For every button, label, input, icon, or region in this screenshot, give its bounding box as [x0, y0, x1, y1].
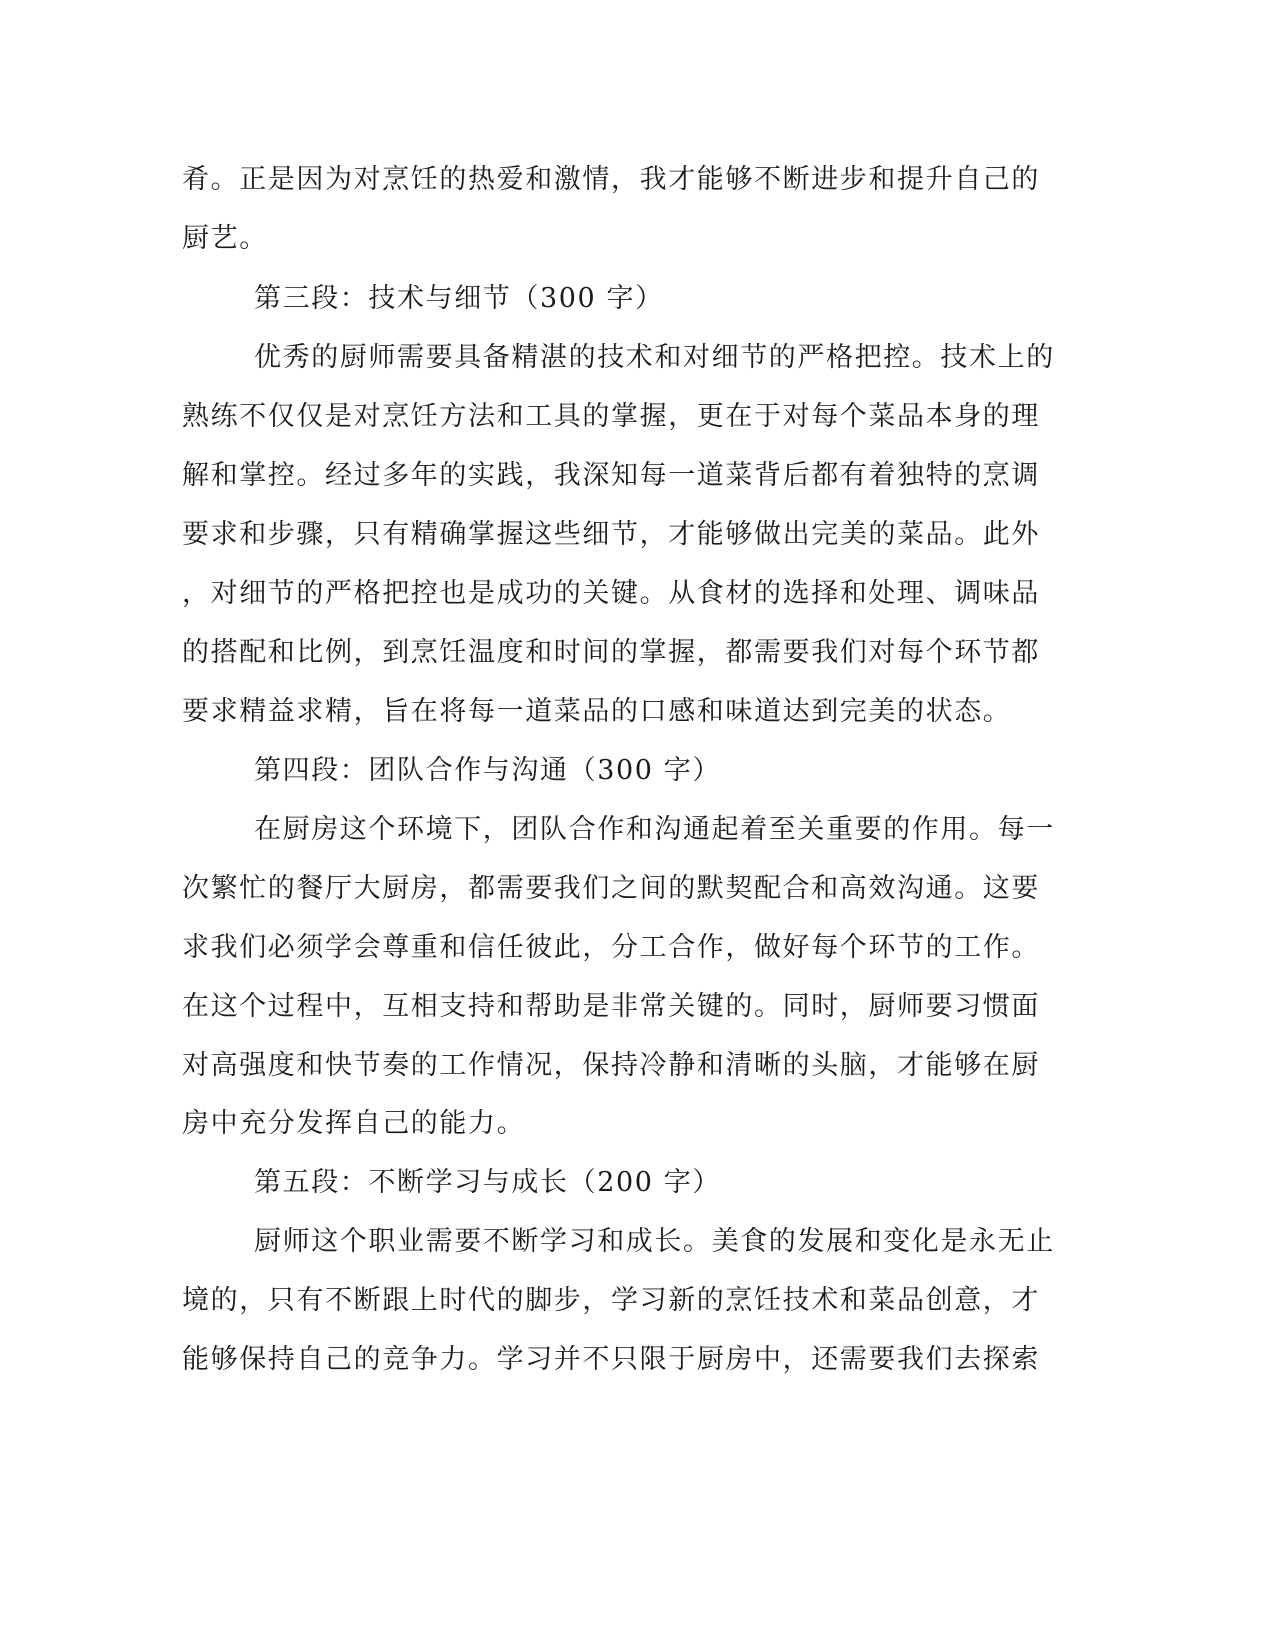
paragraph-line: ，对细节的严格把控也是成功的关键。从食材的选择和处理、调味品 [182, 578, 1040, 609]
section-heading: 第四段：团队合作与沟通（300 字） [254, 755, 721, 786]
paragraph-line: 对高强度和快节奏的工作情况，保持冷静和清晰的头脑，才能够在厨 [182, 1050, 1040, 1081]
paragraph-line: 解和掌控。经过多年的实践，我深知每一道菜背后都有着独特的烹调 [182, 460, 1040, 491]
paragraph-line: 厨师这个职业需要不断学习和成长。美食的发展和变化是永无止 [254, 1226, 1055, 1257]
section-heading: 第五段：不断学习与成长（200 字） [254, 1167, 721, 1198]
paragraph-line: 厨艺。 [182, 223, 268, 254]
paragraph-line: 肴。正是因为对烹饪的热爱和激情，我才能够不断进步和提升自己的 [182, 164, 1040, 195]
paragraph-line: 房中充分发挥自己的能力。 [182, 1108, 526, 1139]
paragraph-line: 在厨房这个环境下，团队合作和沟通起着至关重要的作用。每一 [254, 814, 1055, 845]
paragraph-line: 求我们必须学会尊重和信任彼此，分工合作，做好每个环节的工作。 [182, 932, 1040, 963]
paragraph-line: 能够保持自己的竞争力。学习并不只限于厨房中，还需要我们去探索 [182, 1344, 1040, 1375]
paragraph-line: 优秀的厨师需要具备精湛的技术和对细节的严格把控。技术上的 [254, 342, 1055, 373]
paragraph-line: 的搭配和比例，到烹饪温度和时间的掌握，都需要我们对每个环节都 [182, 637, 1040, 668]
paragraph-line: 次繁忙的餐厅大厨房，都需要我们之间的默契配合和高效沟通。这要 [182, 873, 1040, 904]
paragraph-line: 熟练不仅仅是对烹饪方法和工具的掌握，更在于对每个菜品本身的理 [182, 401, 1040, 432]
paragraph-line: 要求精益求精，旨在将每一道菜品的口感和味道达到完美的状态。 [182, 696, 1012, 727]
paragraph-line: 在这个过程中，互相支持和帮助是非常关键的。同时，厨师要习惯面 [182, 991, 1040, 1022]
section-heading: 第三段：技术与细节（300 字） [254, 283, 664, 314]
paragraph-line: 境的，只有不断跟上时代的脚步，学习新的烹饪技术和菜品创意，才 [182, 1285, 1040, 1316]
paragraph-line: 要求和步骤，只有精确掌握这些细节，才能够做出完美的菜品。此外 [182, 519, 1040, 550]
